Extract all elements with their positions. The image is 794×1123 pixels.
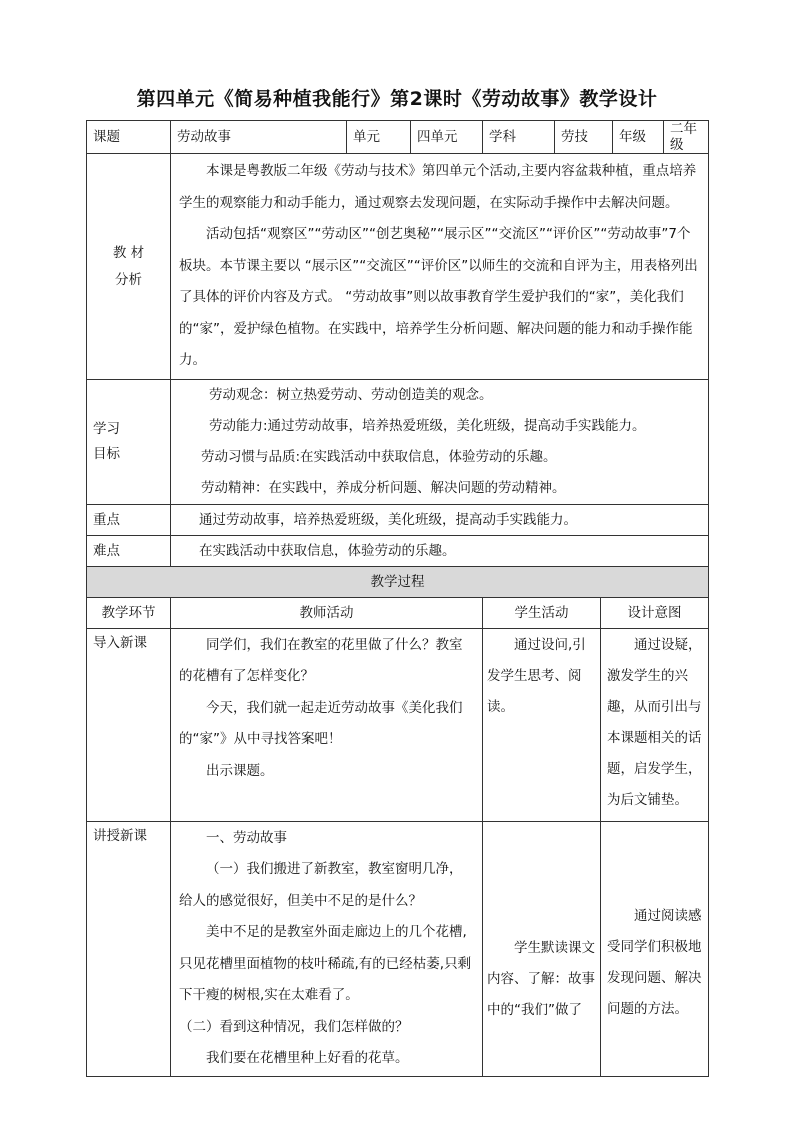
info-row <box>87 121 709 154</box>
student-activity: 通过设问,引发学生思考、阅读。 <box>487 636 586 715</box>
key-point-text: 通过劳动故事，培养热爱班级，美化班级，提高动手实践能力。 <box>171 504 709 535</box>
key-point-label: 重点 <box>87 504 171 535</box>
grade-value: 二年级 <box>664 121 709 154</box>
column-header: 教师活动 <box>171 597 483 628</box>
teacher-activity-line: 同学们，我们在教室的花里做了什么？教室的花槽有了怎样变化？ <box>179 636 463 685</box>
teacher-activity-line: 今天，我们就一起走近劳动故事《美化我们的“家”》从中寻找答案吧！ <box>179 699 463 748</box>
design-intent: 通过设疑，激发学生的兴趣，从而引出与本课题相关的话题，启发学生，为后文铺垫。 <box>607 636 702 808</box>
column-header: 设计意图 <box>601 597 709 628</box>
goals-label: 学习 目标 <box>87 379 171 504</box>
document-title: 第四单元《简易种植我能行》第2课时《劳动故事》教学设计 <box>136 88 658 110</box>
goal-item: 劳动能力:通过劳动故事，培养热爱班级，美化班级，提高动手实践能力。 <box>209 417 646 434</box>
teacher-activity-line: 出示课题。 <box>206 762 274 779</box>
process-header-row <box>87 566 709 597</box>
unit-value: 四单元 <box>411 121 483 154</box>
grade-label: 年级 <box>613 121 664 154</box>
teacher-activity-line: 我们要在花槽里种上好看的花草。 <box>206 1050 409 1067</box>
stage-row-intro <box>87 628 709 821</box>
goals-row <box>87 379 709 504</box>
lesson-plan-table <box>86 120 709 1077</box>
goal-item: 劳动习惯与品质:在实践活动中获取信息，体验劳动的乐趣。 <box>201 448 557 465</box>
stage-name: 导入新课 <box>87 628 171 821</box>
stage-row-new-lesson <box>87 821 709 1076</box>
column-header: 教学环节 <box>87 597 171 628</box>
teacher-activity-line: （一）我们搬进了新教室，教室窗明几净，给人的感觉很好，但美中不足的是什么？ <box>179 861 463 909</box>
process-header: 教学过程 <box>87 566 709 597</box>
goal-item: 劳动观念：树立热爱劳动、劳动创造美的观念。 <box>209 386 493 403</box>
design-intent: 通过阅读感受同学们积极地发现问题、解决问题的方法。 <box>607 907 702 1017</box>
analysis-row <box>87 154 709 380</box>
analysis-label: 教 材 分析 <box>87 154 171 380</box>
unit-label: 单元 <box>347 121 411 154</box>
goal-item: 劳动精神：在实践中，养成分析问题、解决问题的劳动精神。 <box>201 479 566 496</box>
analysis-paragraph-2: 活动包括“观察区”“劳动区”“创艺奥秘”“展示区”“交流区”“评价区”“劳动故事”7个板块。本节课主要以 “展示区”“交流区”“评价区”以师生的交流和自评为主，用表格列出了具体的评价内容及方式。 “劳动故事”则以故事教育学生爱护我们的“家”，美化我们的“家”，爱护绿色植物。在实践中，培养学生分析问题、解决问题的能力和动手操作能力。 <box>179 226 698 369</box>
teacher-activity-line: 一、劳动故事 <box>206 829 287 846</box>
teacher-activity-line: 美中不足的是教室外面走廊边上的几个花槽,只见花槽里面植物的枝叶稀疏,有的已经枯萎,只剩下干瘦的树根,实在太难看了。 <box>179 924 472 1004</box>
key-point-row <box>87 504 709 535</box>
difficulty-text: 在实践活动中获取信息，体验劳动的乐趣。 <box>171 535 709 566</box>
column-header: 学生活动 <box>483 597 601 628</box>
topic-label: 课题 <box>87 121 171 154</box>
difficulty-label: 难点 <box>87 535 171 566</box>
subject-value: 劳技 <box>555 121 613 154</box>
analysis-paragraph-1: 本课是粤教版二年级《劳动与技术》第四单元个活动,主要内容盆栽种植，重点培养学生的观察能力和动手能力，通过观察去发现问题，在实际动手操作中去解决问题。 <box>179 163 697 211</box>
stage-name: 讲授新课 <box>87 821 171 1076</box>
topic-value: 劳动故事 <box>171 121 347 154</box>
student-activity: 学生默读课文内容、了解：故事中的“我们”做了 <box>487 939 595 1018</box>
subject-label: 学科 <box>483 121 555 154</box>
difficulty-row <box>87 535 709 566</box>
column-header-row <box>87 597 709 628</box>
teacher-activity-line: （二）看到这种情况，我们怎样做的？ <box>179 1018 409 1035</box>
